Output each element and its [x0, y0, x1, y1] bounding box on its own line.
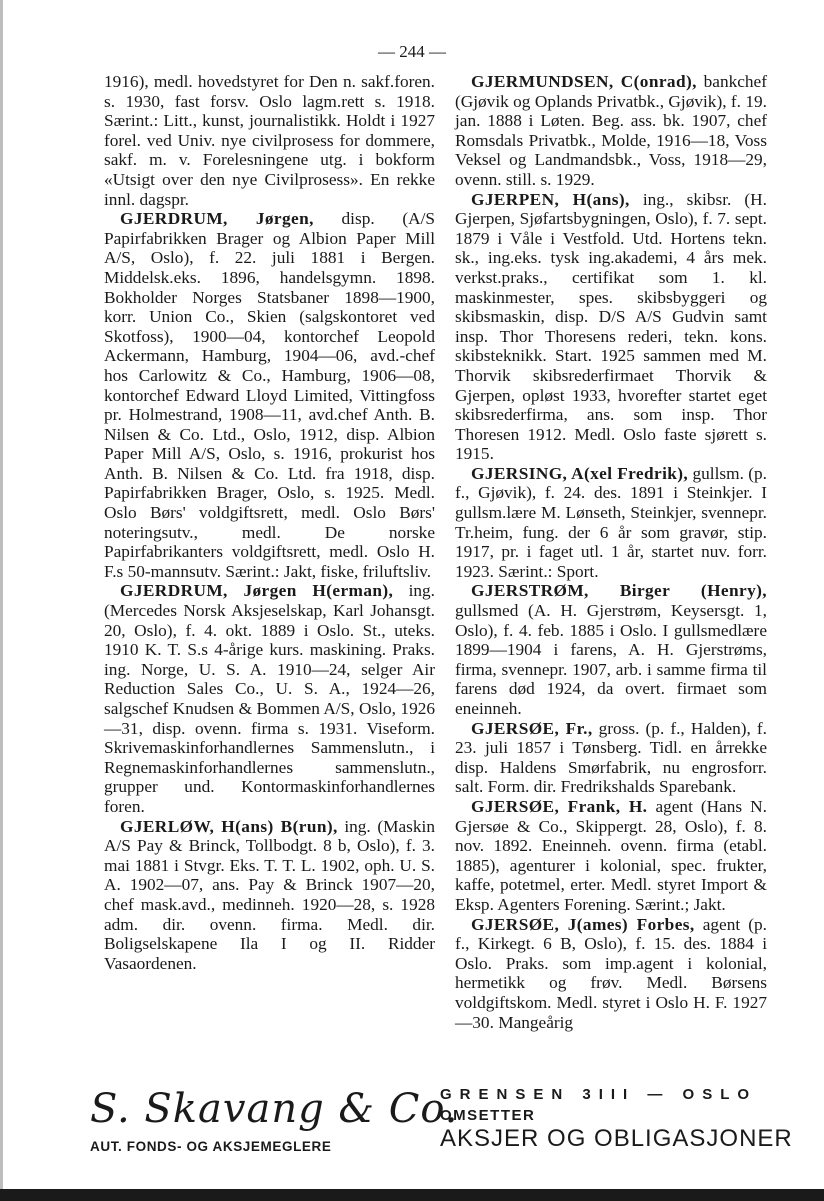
- biography-entry: [104, 817, 435, 974]
- right-column: [455, 72, 767, 1032]
- ad-grensen: [440, 1086, 793, 1153]
- ad-skavang: [90, 1085, 459, 1154]
- entry-name: GJERDRUM, Jørgen H(erman),: [120, 581, 394, 601]
- biography-entry: [455, 72, 767, 190]
- entry-name: GJERSØE, J(ames) Forbes,: [471, 914, 695, 934]
- entry-text: 1916), medl. hovedstyret for Den n. sakf.foren. s. 1930, fast forsv. Oslo lagm.rett s. 1918. Særint.: Litt., kunst, journalistikk. Holdt i 1927 forel. ved Univ. nye civilprosess for dommere, sakf. m. v. Forelesningene utg. i bokform «Utsigt over den nye Civilprosess». En rekke innl. dagspr.: [104, 72, 435, 209]
- entry-name: GJERSØE, Fr.,: [471, 718, 593, 738]
- entry-text: gross. (p. f., Halden), f. 23. juli 1857 i Tønsberg. Tidl. en årrekke disp. Haldens Smørfabrik, nu engrosforr. salt. Form. dir. Fredrikshalds Sparebank.: [455, 718, 767, 797]
- entry-text: bankchef (Gjøvik og Oplands Privatbk., Gjøvik), f. 19. jan. 1888 i Løten. Beg. ass. bk. 1907, chef Romsdals Privatbk., Molde, 1916—18, Voss Veksel og Landmandsbk., Voss, 1918—29, ovenn. still. s. 1929.: [455, 72, 767, 189]
- page-number: — 244 —: [378, 42, 446, 61]
- entry-text: gullsmed (A. H. Gjerstrøm, Keysersgt. 1, Oslo), f. 4. feb. 1885 i Oslo. I gullsmedlære 1899—1904 i farens, A. H. Gjerstrøms, firma, svennepr. 1907, arb. i samme firma til farens død 1924, da overt. firmaet som eneinneh.: [455, 601, 767, 718]
- entry-text: gullsm. (p. f., Gjøvik), f. 24. des. 1891 i Steinkjer. I gullsm.lære M. Lønseth, Steinkjer, svennepr. Tr.heim, fung. der 6 år som gravør, stip. 1917, pr. i faget utl. 1 år, startet nuv. forr. 1923. Særint.: Sport.: [455, 463, 767, 581]
- bottom-scan-band: [0, 1189, 824, 1201]
- left-column: [104, 72, 435, 973]
- biography-entry: [455, 190, 767, 464]
- entry-text: ing. (Mercedes Norsk Aksjeselskap, Karl Johansgt. 20, Oslo), f. 4. okt. 1889 i Oslo. St., uteks. 1910 K. T. S.s 4-årige kurs. maskining. Praks. ing. Norge, U. S. A. 1910—24, selger Air Reduction Sales Co., U. S. A., 1924—26, salgschef Knudsen & Bommen A/S, Oslo, 1926—31, disp. ovenn. firma s. 1931. Viseform. Skrivemaskinforhandlernes Sammenslutn., i Regnemaskinforhandlernes sammenslutn., grupper und. Kontormaskinforhandlernes foren.: [104, 581, 435, 816]
- entry-name: GJERSØE, Frank, H.: [471, 796, 648, 816]
- entry-text: disp. (A/S Papirfabrikken Brager og Albion Paper Mill A/S, Oslo), f. 22. juli 1881 i Bergen. Middelsk.eks. 1896, handelsgymn. 1898. Bokholder Norges Statsbaner 1898—1900, korr. Union Co., Skien (salgskontoret ved Skotfoss), 1900—04, kontorchef Leopold Ackermann, Hamburg, 1904—06, avd.-chef hos Carlowitz & Co., Hamburg, 1906—08, kontorchef Edward Lloyd Limited, Vittingfoss pr. Holmestrand, 1908—11, avd.chef Anth. B. Nilsen & Co. Ltd., Oslo, 1912, disp. Albion Paper Mill A/S, Oslo, s. 1916, prokurist hos Anth. B. Nilsen & Co. Ltd. fra 1918, disp. Papirfabrikken Brager, Oslo, s. 1925. Medl. Oslo Børs' voldgiftsrett, medl. Oslo Børs' noteringsutv., medl. De norske Papirfabrikanters voldgiftsrett, medl. Oslo H. F.s 50-mannsutv. Særint.: Jakt, fiske, friluftsliv.: [104, 209, 435, 581]
- biography-entry: [104, 581, 435, 816]
- biography-continuation: [104, 72, 435, 209]
- entry-name: GJERSING, A(xel Fredrik),: [471, 463, 689, 483]
- entry-name: GJERPEN, H(ans),: [471, 189, 630, 209]
- biography-entry: [455, 581, 767, 718]
- biography-entry: [455, 797, 767, 915]
- entry-text: ing. (Maskin A/S Pay & Brinck, Tollbodgt. 8 b, Oslo), f. 3. mai 1881 i Stvgr. Eks. T. T. L. 1902, oph. U. S. A. 1902—07, ans. Pay & Brinck 1907—20, chef mask.avd., medinneh. 1920—28, s. 1928 adm. dir. ovenn. firma. Medl. dir. Boligselskapene Ila I og II. Ridder Vasaordenen.: [104, 816, 435, 973]
- entry-text: agent (Hans N. Gjersøe & Co., Skippergt. 28, Oslo), f. 8. nov. 1892. Eneinneh. ovenn. firma (etabl. 1885), agenturer i kolonial, spec. frukter, kaffe, potetmel, erter. Medl. styret Import & Eksp. Agenters Forening. Særint.; Jakt.: [455, 796, 767, 914]
- biography-entry: [455, 464, 767, 582]
- ad-omsetter: OMSETTER: [440, 1107, 536, 1124]
- entry-name: GJERMUNDSEN, C(onrad),: [471, 72, 697, 91]
- biography-entry: [455, 915, 767, 1033]
- entry-text: ing., skibsr. (H. Gjerpen, Sjøfartsbygningen, Oslo), f. 7. sept. 1879 i Våle i Vestfold. Utd. Hortens tekn. sk., ing.eks. tysk ing.akademi, 4 års mek. verkst.praks., certifikat som 1. kl. maskinmester, spes. skibsbyggeri og skibsmaskin, disp. D/S A/S Gudvin samt insp. Thor Thoresens rederi, tekn. kons. skibsteknikk. Start. 1925 sammen med M. Thorvik skibsrederfirmaet Thorvik & Gjerpen, opløst 1933, hvorefter startet eget skibsrederfirma, ans. som insp. Thor Thoresen 1912. Medl. Oslo faste sjørett s. 1915.: [455, 189, 767, 464]
- entry-name: GJERSTRØM, Birger (Henry),: [471, 581, 767, 601]
- ad-products: AKSJER OG OBLIGASJONER: [440, 1125, 793, 1152]
- entry-name: GJERLØW, H(ans) B(run),: [120, 816, 338, 836]
- biography-entry: [104, 209, 435, 581]
- ad-address: GRENSEN 3III — OSLO: [440, 1086, 758, 1103]
- entry-name: GJERDRUM, Jørgen,: [120, 209, 314, 229]
- entry-text: agent (p. f., Kirkegt. 6 B, Oslo), f. 15. des. 1884 i Oslo. Praks. som imp.agent i kolonial, hermetikk og frøv. Medl. Børsens voldgiftskom. Medl. styret i Oslo H. F. 1927—30. Mangeårig: [455, 914, 767, 1032]
- biography-entry: [455, 719, 767, 797]
- scan-edge: [0, 0, 3, 1201]
- skavang-tagline: AUT. FONDS- OG AKSJEMEGLERE: [90, 1139, 332, 1154]
- skavang-logo: S. Skavang & Co.: [90, 1086, 459, 1132]
